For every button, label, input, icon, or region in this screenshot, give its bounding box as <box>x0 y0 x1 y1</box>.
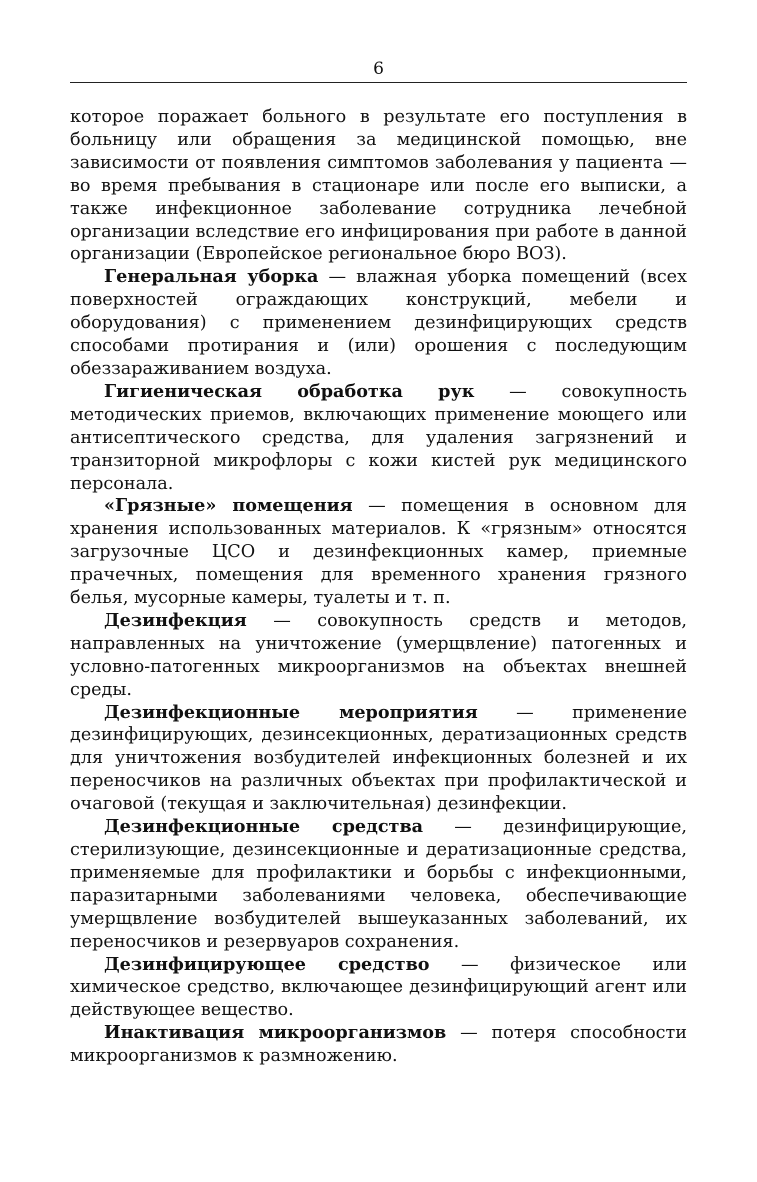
glossary-entry-hand-hygiene <box>70 381 687 496</box>
glossary-definition: — дезинфицирующие, стерилизующие, дезинсекционные и дератизационные средства, применяемые для профилактики и борьбы с инфекционными, паразитарными заболеваниями человека, обеспечивающие умерщвление возбудителей вышеуказанных заболеваний, их переносчиков и резервуаров сохранения. <box>70 817 687 952</box>
glossary-entry-disinfectant <box>70 954 687 1023</box>
glossary-term: Дезинфекция <box>104 609 247 631</box>
glossary-term: Дезинфицирующее средство <box>104 953 430 975</box>
glossary-definition: — помещения в основном для хранения использованных материалов. К «грязным» относятся загрузочные ЦСО и дезинфекционных камер, приемные прачечных, помещения для временного хранения грязного белья, мусорные камеры, туалеты и т. п. <box>70 496 687 609</box>
glossary-term: Инактивация микроорганизмов <box>104 1022 447 1044</box>
glossary-entry-inactivation <box>70 1022 687 1068</box>
glossary-entry-dirty-rooms <box>70 495 687 610</box>
glossary-entry-general-cleaning <box>70 266 687 381</box>
header-rule <box>70 82 687 83</box>
glossary-entry-disinfection-measures <box>70 702 687 817</box>
glossary-entry-disinfection-agents <box>70 816 687 953</box>
page-number: 6 <box>373 59 384 79</box>
glossary-entry-disinfection <box>70 610 687 702</box>
glossary-term: Гигиеническая обработка рук <box>104 380 475 402</box>
glossary-term: Генеральная уборка <box>104 266 319 288</box>
glossary-term: «Грязные» помещения <box>104 495 353 517</box>
glossary-definition: — потеря способности микроорганизмов к размножению. <box>70 1023 687 1067</box>
glossary-definition: — физическое или химическое средство, включающее дезинфицирующий агент или действующее вещество. <box>70 954 688 1021</box>
continued-paragraph: которое поражает больного в результате его поступления в больницу или обращения за медицинской помощью, вне зависимости от появления симптомов заболевания у пациента — во время пребывания в стационаре или после его выписки, а также инфекционное заболевание сотрудника лечебной организации вследствие его инфицирования при работе в данной организации (Европейское региональное бюро ВОЗ). <box>70 107 687 265</box>
glossary-definition: — влажная уборка помещений (всех поверхностей ограждающих конструкций, мебели и оборудования) с применением дезинфицирующих средств способами протирания и (или) орошения с последующим обеззараживанием воздуха. <box>70 267 688 379</box>
page-body <box>70 106 687 1068</box>
glossary-term: Дезинфекционные средства <box>104 816 424 838</box>
glossary-definition: — совокупность средств и методов, направленных на уничтожение (умерщвление) патогенных и условно-патогенных микроорганизмов на объектах внешней среды. <box>70 610 687 700</box>
glossary-definition: — применение дезинфицирующих, дезинсекционных, дератизационных средств для уничтожения возбудителей инфекционных болезней и их переносчиков на различных объектах при профилактической и очаговой (текущая и заключительная) дезинфекции. <box>70 702 687 815</box>
glossary-definition: — совокупность методических приемов, включающих применение моющего или антисептического средства, для удаления загрязнений и транзиторной микрофлоры с кожи кистей рук медицинского персонала. <box>70 381 687 494</box>
glossary-term: Дезинфекционные мероприятия <box>104 701 478 723</box>
